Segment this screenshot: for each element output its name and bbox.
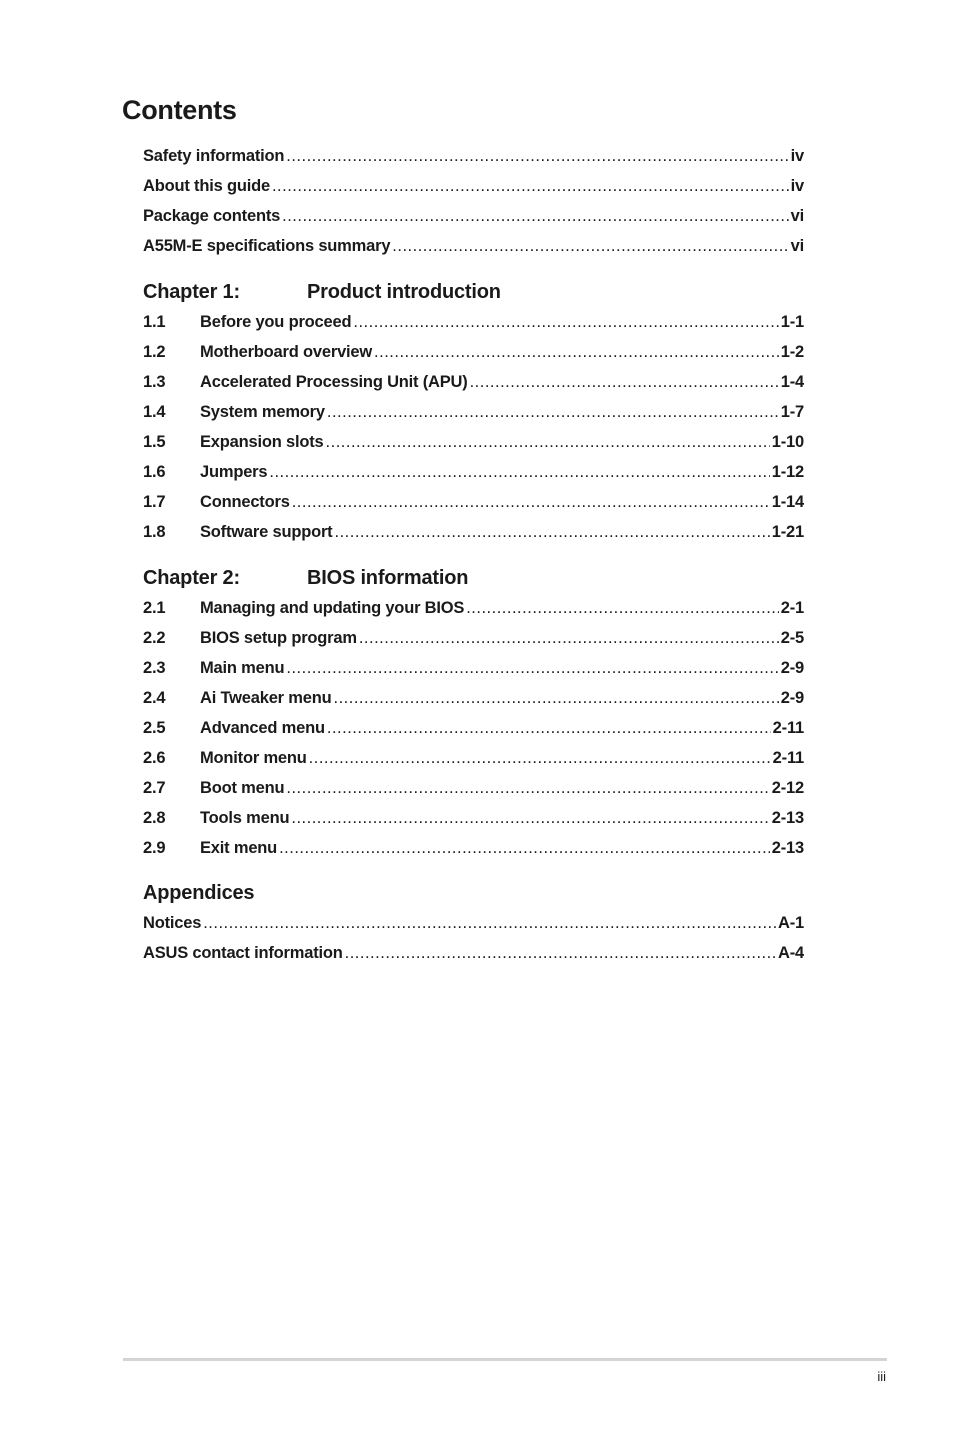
- toc-entry-label: System memory: [200, 403, 325, 421]
- toc-entry-label: Expansion slots: [200, 433, 324, 451]
- toc-entry-label: Main menu: [200, 659, 285, 677]
- toc-entry[interactable]: [143, 593, 804, 623]
- toc-entry-package-contents[interactable]: [143, 201, 804, 231]
- toc-entry-label: A55M-E specifications summary: [143, 237, 391, 255]
- toc-entry-label: Managing and updating your BIOS: [200, 599, 465, 617]
- toc-entry[interactable]: [143, 743, 804, 773]
- toc-entry[interactable]: [143, 487, 804, 517]
- toc-entry-number: 1.3: [143, 373, 166, 391]
- footer-divider: [123, 1358, 887, 1361]
- toc-entry[interactable]: [143, 427, 804, 457]
- toc-entry-number: 2.3: [143, 659, 166, 677]
- dot-leader: [359, 623, 779, 653]
- toc-entry[interactable]: [143, 653, 804, 683]
- toc-entry-page: 1-21: [771, 523, 804, 541]
- toc-entry-label: Before you proceed: [200, 313, 352, 331]
- dot-leader: [291, 803, 769, 833]
- toc-entry-number: 2.7: [143, 779, 166, 797]
- toc-entry-page: A-1: [778, 914, 804, 932]
- dot-leader: [466, 593, 779, 623]
- toc-entry-page: iv: [790, 147, 804, 165]
- toc-entry[interactable]: [143, 457, 804, 487]
- dot-leader: [353, 307, 778, 337]
- toc-entry-page: A-4: [778, 944, 804, 962]
- toc-entry-number: 2.4: [143, 689, 166, 707]
- toc-entry-asus-contact-information[interactable]: [143, 938, 804, 968]
- toc-entry-page: 2-9: [780, 659, 804, 677]
- dot-leader: [279, 833, 770, 863]
- toc-entry-safety-information[interactable]: [143, 141, 804, 171]
- page-number: iii: [877, 1369, 886, 1384]
- toc-front-matter: [143, 141, 804, 261]
- page-title: Contents: [122, 95, 237, 125]
- chapter-number: Chapter 1:: [143, 281, 240, 303]
- toc-entry-page: 2-9: [780, 689, 804, 707]
- toc-entry-label: About this guide: [143, 177, 270, 195]
- dot-leader: [282, 201, 789, 231]
- toc-entry-label: Notices: [143, 914, 202, 932]
- dot-leader: [334, 683, 779, 713]
- toc-entry-label: Monitor menu: [200, 749, 307, 767]
- dot-leader: [392, 231, 788, 261]
- toc-entry[interactable]: [143, 623, 804, 653]
- toc-entry[interactable]: [143, 337, 804, 367]
- toc-entry-page: 1-4: [780, 373, 804, 391]
- toc-entry[interactable]: [143, 773, 804, 803]
- toc-chapter-2: [143, 563, 804, 863]
- toc-entry-page: 2-13: [771, 809, 804, 827]
- dot-leader: [345, 938, 776, 968]
- chapter-number: Chapter 2:: [143, 567, 240, 589]
- dot-leader: [470, 367, 779, 397]
- chapter-heading[interactable]: [143, 277, 804, 307]
- toc-entry-label: Ai Tweaker menu: [200, 689, 332, 707]
- toc-entry-number: 1.6: [143, 463, 166, 481]
- toc-entry-label: Boot menu: [200, 779, 285, 797]
- toc-entry[interactable]: [143, 517, 804, 547]
- chapter-heading[interactable]: [143, 563, 804, 593]
- toc-entry-page: iv: [790, 177, 804, 195]
- dot-leader: [286, 141, 788, 171]
- dot-leader: [272, 171, 789, 201]
- chapter-title: BIOS information: [307, 567, 469, 589]
- dot-leader: [327, 397, 779, 427]
- toc-entry-number: 2.8: [143, 809, 166, 827]
- dot-leader: [374, 337, 779, 367]
- toc-entry-label: Package contents: [143, 207, 281, 225]
- toc-entry-page: 1-14: [771, 493, 804, 511]
- toc-entry-page: 2-5: [780, 629, 804, 647]
- toc-entry[interactable]: [143, 367, 804, 397]
- toc-entry[interactable]: [143, 307, 804, 337]
- dot-leader: [269, 457, 769, 487]
- toc-entry-page: 2-11: [772, 749, 804, 767]
- chapter-title: Product introduction: [307, 281, 501, 303]
- toc-entry-number: 1.8: [143, 523, 166, 541]
- toc-entry-number: 2.2: [143, 629, 166, 647]
- toc-entry-page: 2-12: [771, 779, 804, 797]
- appendices-heading[interactable]: Appendices: [143, 882, 255, 904]
- toc-entry-label: Exit menu: [200, 839, 278, 857]
- toc-entry-number: 2.9: [143, 839, 166, 857]
- toc-entry-page: 1-2: [780, 343, 804, 361]
- toc-entry[interactable]: [143, 683, 804, 713]
- toc-entry-specifications-summary[interactable]: [143, 231, 804, 261]
- toc-entry[interactable]: [143, 833, 804, 863]
- dot-leader: [286, 773, 769, 803]
- toc-entry-label: Software support: [200, 523, 333, 541]
- dot-leader: [334, 517, 769, 547]
- toc-entry-page: 1-1: [780, 313, 804, 331]
- toc-entry-page: 2-13: [771, 839, 804, 857]
- toc-entry-label: Accelerated Processing Unit (APU): [200, 373, 468, 391]
- toc-entry-number: 1.1: [143, 313, 166, 331]
- toc-entry-number: 1.5: [143, 433, 166, 451]
- toc-entry-page: 1-12: [771, 463, 804, 481]
- toc-entry-label: Connectors: [200, 493, 290, 511]
- toc-entry-page: 1-7: [780, 403, 804, 421]
- toc-entry-number: 2.6: [143, 749, 166, 767]
- toc-entry-label: Safety information: [143, 147, 285, 165]
- toc-chapter-1: [143, 277, 804, 547]
- toc-entry-number: 1.2: [143, 343, 166, 361]
- toc-entry-page: 1-10: [771, 433, 804, 451]
- dot-leader: [292, 487, 770, 517]
- toc-entry-page: vi: [790, 237, 804, 255]
- toc-entry[interactable]: [143, 397, 804, 427]
- toc-entry-page: 2-1: [780, 599, 804, 617]
- dot-leader: [327, 713, 771, 743]
- toc-entry-notices[interactable]: [143, 908, 804, 938]
- toc-entry-number: 1.4: [143, 403, 166, 421]
- toc-entry-page: vi: [790, 207, 804, 225]
- dot-leader: [309, 743, 771, 773]
- dot-leader: [286, 653, 778, 683]
- toc-entry-label: Jumpers: [200, 463, 268, 481]
- toc-entry-label: Motherboard overview: [200, 343, 373, 361]
- toc-entry-number: 1.7: [143, 493, 166, 511]
- toc-entry[interactable]: [143, 713, 804, 743]
- toc-entry-label: BIOS setup program: [200, 629, 357, 647]
- toc-entry-label: ASUS contact information: [143, 944, 343, 962]
- toc-entry-number: 2.5: [143, 719, 166, 737]
- toc-entry-page: 2-11: [772, 719, 804, 737]
- toc-entry-label: Advanced menu: [200, 719, 325, 737]
- toc-appendices: [143, 878, 804, 968]
- toc-entry-about-this-guide[interactable]: [143, 171, 804, 201]
- dot-leader: [203, 908, 776, 938]
- toc-entry-number: 2.1: [143, 599, 166, 617]
- toc-entry-label: Tools menu: [200, 809, 290, 827]
- dot-leader: [326, 427, 770, 457]
- toc-entry[interactable]: [143, 803, 804, 833]
